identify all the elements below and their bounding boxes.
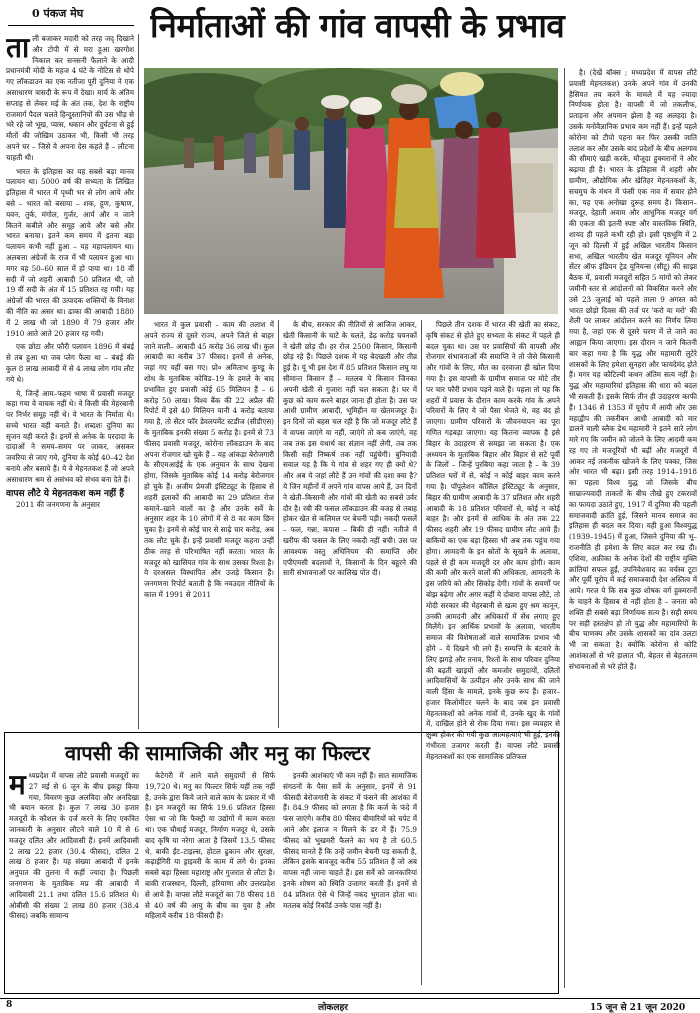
sidebar-box	[4, 732, 559, 994]
article-column-3	[283, 320, 417, 728]
article-column-5	[569, 68, 697, 988]
box-column-2	[145, 771, 275, 989]
box-column-3	[283, 771, 417, 989]
paragraph: पिछले तीन दशक में भारत की खेती का संकट, कृषि संकट से होते हुए सभ्यता के संकट में पहले ही बदल चुका था। उस पर प्रवासियों की वापसी और रोजगार संभावनाओं की समाप्ति ने तो जैसे किसानी और गांवों के लिए, मौत का दरवाजा ही खोल दिया गया है। इस वापसी के ग्रामीण समाज पर मोटे तौर पर चार फौरी प्रभाव पड़ने वाले हैं। पहला तो यह कि शहरों में प्रवास के दौरान काम करके गांव के अपने परिवारों के लिए ये जो पैसा भेजते थे, वह बंद हो जाएगा। ग्रामीण परिवारों के जीवनयापन का पूरा गणित गड़बड़ा जाएगा। यह कितना व्यापक है इसे बिहार के उदाहरण से समझा जा सकता है। एक अध्ययन के मुताबिक बिहार और बिहार से सटे पूर्वी के जिलों – जिन्हें पुरबिया कहा जाता है – के 39 प्रतिशत घरों में से, कोई न कोई बाहर काम करने गया है। पॉपुलेशन कौंसिल इंस्टिट्यूट के अनुसार, बिहार की ग्रामीण आबादी के 37 प्रतिशत और शहरी आबादी के 18 प्रतिशत परिवारों से, कोई न कोई बाहर है। और इनमें से आधिक के अंत तक 22 फीसद शहरी और 19 फीसद ग्रामीण लौट आये हैं। बाकियों का एक बड़ा हिस्सा भी अब तक पहुंच गया होगा। आमदनी के इन स्रोतों के सूखने के अलावा, पहले से ही कम मजदूरी दर और काम होगी। काम की कमी और करने वालों की अधिकता, आमदनी के इस जरिये को और सिकोड़ देगी। गांवों के सवर्णों पर बोझ बढ़ेगा और अगर कहीं ये दोबारा वापस लौटे, तो मोदी सरकार की मेहरबानी से खत्म हुए श्रम कानून, उनकी आमदनी और अधिकारों में सेंध लगाए हुए मिलेंगे। इन आर्थिक प्रभावों के अलावा, भारतीय समाज की विशेषताओं वाले सामाजिक प्रभाव भी होंगे – ये दिखने भी लगे हैं। सम्पत्ति के बंटवारे के लिए झगड़े और तनाव, रिश्तों के साथ परिवार दुनिया की बढ़ती खाइयों और कमजोर समुदायों, दलितों आदिवासियों के उत्पीड़न और उनके साथ की जाने वाली हिंसा के मामले, इनके कुछ रूप हैं। हजार–हजार किलोमीटर चलने के बाद जब इन प्रवासी मेहनतकशों को अनेक गांवों में, उनके खुद के गांवों में, दाखिल होने से रोक दिया गया। इस व्यवहार से क्षुब्ध होकर की गयी कुछ आत्महत्याएं भी हुईं, इनकी गंभीरता उजागर करती हैं। वापस लौटे प्रवासी मेहनतकशों का एक सामाजिक प्रतिफल	[426, 320, 560, 761]
paragraph: के बीच, सरकार की नीतियों से आजिज आकर, खेती किसानी के घाटे के चलते, डेढ़ करोड़ चयनकों ने खेती छोड़ दी। हर रोज 2500 किसान, किसानी छोड़ रहे हैं। पिछले दशक में यह बेदखली और तीव्र हुई है। यूं भी इस देश में 85 प्रतिशत किसान लघु या सीमान्त किसान हैं – मतलब ये किसान जिनका अपनी खेती से गुजारा नहीं चल सकता है। घर में कुछ को काम करने बाहर जाना ही होता है। उस पर आधी ग्रामीण आबादी, भूमिहीन या खेतमजदूर है। इन दिनों जो बहस चल रही है कि जो मजदूर लौटे हैं वे वापस जाएंगे या नहीं, जाएंगे तो कब जाएंगे, वह जब तक इस यथार्थ का संज्ञान नहीं लेगी, तब तक किसी सही निष्कर्ष तक नहीं पहुंचेगी। बुनियादी सवाल यह है कि ये गांव से शहर गए ही क्यों थे? और अब ये जहां लौटे हैं उन गांवों की दशा क्या है? ये जिन महीनों में अपने गांव वापस आये हैं, उन दिनों ने खेती–किसानी और गांवों की खेती का सबसे उर्वर दौर है। रबी की फसल लॉकडाउन की वजह से तबाह होकर खेत से कलिमल पर बेचनी पड़ी। नकदी फसलें – फल, गन्ना, कपास – बिकी ही नहीं। नतीजे में खरीफ की फसल के लिए नकदी नहीं बची। उस पर आवश्यक वस्तु अधिनियम की समाप्ति और एपीएमसी बदलावों ने, किसानों के दिन बहुरने की सारी संभावनाओं पर कालिख पोत दी।	[283, 320, 417, 578]
paragraph: ध्यप्रदेश में वापस लौटे प्रवासी मजदूरों का 27 मई से 6 जून के बीच इकट्ठा किया गया, विवरण कुछ अलविदा और अनदिखा भी बयान करता है। कुल 7 लाख 30 हजार मजदूरों के कौशल के दर्ज करने के लिए एकत्रित जानकारी के अनुसार लौटने वाले 10 में से 6 मजदूर दलित और आदिवासी हैं। इनमें आदिवासी 2 लाख 22 हजार (30.4 फीसद), दलित 2 लाख 8 हजार हैं। यह संख्या आबादी में इनके अनुपात की तुलना में कहीं ज्यादा है। पिछली जनगणना के मुताबिक मप्र की आबादी में आदिवासी 21.1 तथा दलित 15.6 प्रतिशत थे। ओबीसी की संख्या 2 लाख 80 हजार (38.4 फीसद) जबकि सामान्य	[9, 771, 139, 921]
article-column-2	[144, 320, 274, 728]
box-column-1	[9, 771, 139, 989]
paragraph: भारत में कुल प्रवासी – काम की तलाश में अपने राज्य से दूसरे राज्य, अपने जिले से बाहर जाने वाली– आबादी 45 करोड़ 36 लाख थी। कुल आबादी का करीब 37 फीसद। इनमें से अनेक, जहां गए वहीं बस गए। प्रो० अमिताभ कुण्डू के शोध के मुताबिक कोविड–19 के हमले के बाद प्रभावित हुए प्रवासी कोई 65 मिलियन हैं – 6 करोड़ 50 लाख। विश्व बैंक की 22 अप्रैल की रिपोर्ट में इसे 40 मिलियन यानी 4 करोड़ बताया गया है, तो सेंटर फॉर डेवलपमेंट स्टडीज (सीडीएस) के मुताबिक इनकी संख्या 5 करोड़ है। इनमें से 73 फीसद प्रवासी मजदूर, कोरोना लॉकडाउन के बाद अपना रोजगार खो चुके हैं – यह आंकड़ा बेरोजगारी के सीएमआईई के एक अनुमान के साथ देखना होगा, जिसके मुताबिक कोई 14 करोड़ बेरोजगार हो चुके हैं। अजीम प्रेमजी इंस्टिट्यूट के हिसाब से शहरी इलाकों की आबादी का 29 प्रतिशत रोज कमाने–खाने वालों का है और उनके सर्वे के अनुसार शहर के 10 लोगों में से 8 का काम छिन चुका है। इनमें से कोई चार से साढ़े चार करोड़, अब तक लौट चुके हैं। इन्हें प्रवासी मजदूर कहना उन्हीं ठीक तरह से परिभाषित नहीं करता। भारत के मजदूर को खासियत गांव के साथ उसका रिश्ता है। ये दरअसल विस्थापित और उजड़े किसान हैं। जनगणना रिपोर्ट बताती है कि नवउदार नीतियों के काल में 1991 से 2011	[144, 320, 274, 599]
column-rule	[138, 34, 139, 729]
paragraph: ये, जिन्हें आम–फहम भाषा में प्रवासी मजदूर कहा गया वे वाचक नहीं थे। वे किसी की मेहरबानी पर निर्भर समूह नहीं थे। ये भारत के निर्माता थे। सच्चे भारत वही बनाते हैं। शब्दशः दुनिया का सृजन यही करते हैं। इनमें से अनेक के परदादा के दादाओं ने समय–समय पर जाकर, असकर जवरिया से जाए गये, दुनिया के कोई 40–42 देश बनाये और बसाये हैं। ये वे मेहनतकश हैं जो अपने असाधारण श्रम से असंभव को संभव बना देते हैं।	[6, 388, 134, 484]
photo-illustration	[144, 68, 558, 314]
column-rule	[278, 320, 279, 728]
paragraph: ली बजाकर मदारी को तरह जद् दिखाने और टोपी में से मरा हुआ खरगोश निकाल कर सनसनी फैलाने के आदी प्रधानमंत्री मोदी के महज 4 घंटे के नोटिस से थोपे गए लॉकडाउन का एक नतीजा पूरी दुनिया ने एक असाधारण त्रासदी के रूप में देखा। मार्च के अंतिम सप्ताह से लेकर मई के अंत तक, देश के राष्ट्रीय राजमार्ग पैदल चलते हिन्दुस्तानियों की उस भीड़ से भरे रहे जो भूख, प्यास, थकान और दुर्घटना से हुई मौतों की जोखिम उठाकर भी, किसी भी तरह अपने घर – जिसे वे अपना देस कहते हैं – लौटना चाहती थी।	[6, 34, 134, 162]
paragraph: एक छोटा और फौरी पलायन 1896 में बंबई से तब हुआ था जब प्लेग फैला था – बंबई की कुल 8 लाख आबादी में से 4 लाख लोग गांव लौट गये थे।	[6, 342, 134, 384]
paragraph: केटेगरी में आने वाले समुदायों से सिर्फ 19,720 थे। मनु का फिल्टर सिर्फ यहीं तक नहीं है, उनके द्वारा किये जाने वाले काम के प्रकार में भी है। इन मजदूरों का सिर्फ 19.6 प्रतिशत हिस्सा ऐसा था जो कि फैक्ट्री या उद्योगों में काम करता था। एक चौथाई मजदूर, निर्माण मजदूर थे, उसके बाद कृषि या नरेगा आता है जिसमें 13.5 फीसद थे, बाकी ईंट–टाइल्स, होटल ढुकान और सुरक्षा, कढ़ाईगिरी या ड्राइवरी के काम में लगे थे। इनका सबसे बड़ा हिस्सा महाराष्ट्र और गुजरात से लौटा है। बाकी राजस्थान, दिल्ली, हरियाणा और उत्तरप्रदेश से आये हैं। वापस लौटे मजदूरों का 78 फीसद 18 से 40 वर्ष की आयु के बीच का युवा है और महिलायें करीब 18 फीसदी हैं।	[145, 771, 275, 921]
newspaper-name: लोकलहर	[318, 1003, 348, 1013]
headline: निर्माताओं की गांव वापसी के प्रभाव	[150, 6, 565, 45]
page-footer	[0, 998, 700, 1012]
issue-date: 15 जून से 21 जून 2020	[590, 1003, 686, 1013]
dropcap: म	[9, 771, 26, 801]
subheading: वापस लौटे ये मेहनतकश कम नहीं हैं	[6, 488, 125, 499]
column-rule	[564, 68, 565, 988]
paragraph: इनकी आशंकाएं भी कम नहीं हैं। सात सामाजिक संगठनों के पैसा सर्वे के अनुसार, इनमें से 91 फीसदी बेरोजगारी के संकट में फंसने की आशंका में हैं। 84.9 फीसद को लगता है कि कर्ज के फंदे में फंस जाएंगे। करीब 80 फीसद बीमारियों को चपेट में आने और इलाज न मिलने के डर में हैं। 75.9 फीसद को भुखमरी फैलने का भय है तो 60.5 फीसद मानते हैं कि उन्हें जमीन बेचनी पड़ सकती है, लेकिन इसके बावजूद करीब 55 प्रतिशत हैं जो अब वापस नहीं जाना चाहते हैं। इस सर्वे को जानकारियां इनके शोषण को स्थिति उजागर करती हैं। इनमें से 84 प्रतिशत ऐसे थे जिन्हें नकद भुगतान होता था। मतलब कोई रिकॉर्ड उनके पास नहीं है।	[283, 771, 417, 910]
box-title: वापसी की सामाजिकी और मनु का फिल्टर	[65, 741, 370, 765]
paragraph: है। (देखें बॉक्स ; मध्यप्रदेश में वापस लौटे प्रवासी मेहनतकश) उनके अपने गांव में उनकी हैसियत तय करने के मामले में यह ज्यादा निर्णायक होता है। वापसी में जो तकलीफ, प्रताड़ना और अपमान झेला है वह अलहदा है। उसके मनोवैज्ञानिक प्रभाव कम नहीं हैं। इन्हें पहले कोरोना को टीपो पहना कर फिर उसकी जाति तलाश कर और उसके बाद प्रदेशों के बीच अलगाव की सीमाएं खड़ी करके, मौजूदा हुक्मरानों ने और बढ़ाया ही है। भारत के इतिहास में शहरी और ग्रामीण, औद्योगिक और खेतिहर मेहनतकशों के, सचमुच के मंथन में फंसी एक नाव में सवार होने का, यह एक अनोखा दुरूह समय है। किसान–मजदूर, देहाती अवाम और आधुनिक मजदूर वर्ग की एकता की इतनी स्पष्ट और वास्तविक स्थिति, शायद ही पहले कभी रही हो। इसी पृष्ठभूमि में 2 जून को दिल्ली में हुई अखिल भारतीय किसान सभा, अखिल भारतीय खेत मजदूर यूनियन और सेंटर ऑफ इंडियन ट्रेड यूनियन्स (सीटू) की साझा बैठक में, प्रवासी मजदूरों सहित 5 मांगों को लेकर जमीनी स्तर से आंदोलनों को विकसित करने और उसे 23 जुलाई को पहले ताला 9 अगस्त को भारत छोड़ो दिवस की तर्ज पर 'करो या मरो' की शैली पर लाकर आंदोलन करने का निर्णय लिया गया है, जहां एक से दूसरे चरण में ले जाने का आह्वान किया जाएगा। इस दौरान न जाने कितनी बार कहा गया है कि युद्ध और महामारी लुटेरे शासकों के लिए हमेशा सुनहरा और फायदेमंद होते हैं। मगर यह कौटिल्यी कथन अंतिम सत्य नहीं है। युद्ध और महामारियां इतिहास की धारा को बदल भी सकती हैं। इसके सिर्फ तीन ही उदाहरण काफी हैं। 1346 से 1353 में यूरोप में आयी और उस महाद्वीप की तकरीबन आधी आबादी को मार डालने वाली ब्लैक डेथ महामारी ने इतने सारे लोग मारे गए कि जमीन को जोतने के लिए आदमी कम रह गए तो मजदूरियों भी बढ़ीं और मजदूरों में आकर नई तकनीक खोजने के लिए पक्का, जिस ओर भारत भी बढ़ा। इसी तरह 1914–1918 का पहला विश्व युद्ध जो जिसके बीच साम्राज्यवादी ताकतों के बीच तीखे हुए टकरावों का फायदा उठाते हुए, 1917 में दुनिया की पहली समाजवादी क्रांति हुई, जिसने मानव समाज का इतिहास ही बदल कर दिया। यही हुआ विश्वयुद्ध (1939–1945) में हुआ, जिसने दुनिया की भू–राजनीति ही हमेशा के लिए बदल कर रख दी। एशिया, अफ्रीका के अनेक देशों की राष्ट्रीय मुक्ति क्रांतियां सफल हुईं, उपनिवेशवाद का वर्चस्व टूटा और पूर्वी यूरोप में कई समाजवादी देश अस्तित्व में आये। गरज ये कि सब कुछ शोषक वर्ग हुक्मरानों के चाहने के हिसाब से नहीं होता है – जनता को शक्ति ही सबसे बड़ा निर्णायक सत्य है। सही समय पर सही हस्तक्षेप हो तो युद्ध और महामारियों के बीच चाणक्य और उसके शासकों का दांव उलटा भी जा सकता है। क्योंकि कोरोना से कोटि आशंकाओं से भरे हालात भी, बेहतर से बेहतरतम संभावनाओं से भरे होते हैं।	[569, 68, 697, 671]
paragraph: 2011 की जनगणना के अनुसार	[16, 499, 100, 509]
dropcap: ता	[6, 34, 30, 64]
article-column-1	[6, 34, 134, 729]
page-number: 8	[6, 1000, 13, 1010]
paragraph: भारत के इतिहास का यह सबसे बड़ा मानव पलायन था। 5000 वर्ष की सभ्यता के लिखित इतिहास में भारत में पृथ्वी भर से लोग आये और बसे – भारत को बसाया – शक, हूण, कुषाण, यवन, तुर्क, मंगोल, गुर्जर, आर्य और न जाने कितने कबीले और समूह आये और बसे और भारत बनाया। इतने कम समय में इतना बड़ा पलायन कभी नहीं हुआ – यह महापलायन था। अलबत्ता अंग्रेजों के राज में भी पलायन हुआ था। मगर वह 50–60 साल में हो पाया था। 18 वीं सदी में जो शहरी आबादी 50 प्रतिशत थी, जो 19 वीं सदी के अंत में 15 प्रतिशत रह गयी। यह अंग्रेजों की भारत की उत्पादक शक्तियों के विनाश की नीति का असर था। ढाका की आबादी 1880 में 2 लाख थी जो 1890 में 79 हजार और 1910 आते आते 20 हजार रह गयी।	[6, 166, 134, 338]
byline: 0 पंकज मेघ	[8, 6, 134, 26]
migrant-workers-photo	[144, 68, 558, 314]
